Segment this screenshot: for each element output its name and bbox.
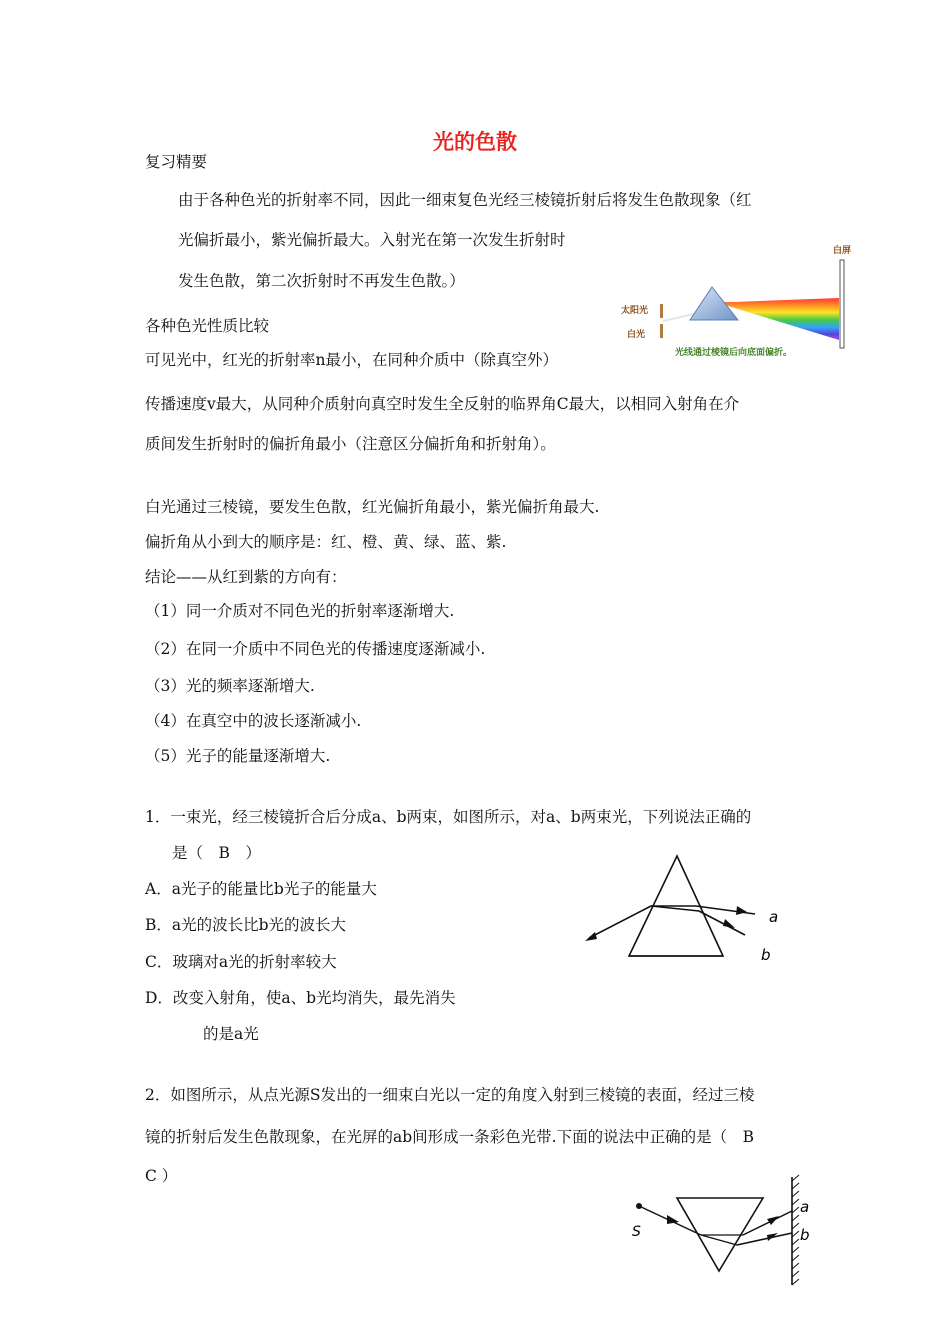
q2-prism-figure [627, 1175, 827, 1290]
para3-line3: 结论——从红到紫的方向有： [145, 568, 347, 586]
ray-to-b [737, 1233, 792, 1245]
page-title: 光的色散 [433, 130, 517, 154]
ray-b [699, 911, 745, 935]
q1-prism-figure [585, 852, 795, 967]
figure1-caption: 光线通过棱镜后向底面偏折。 [675, 348, 793, 358]
q1-option-a: A．a光子的能量比b光子的能量大 [145, 880, 377, 898]
slit-top [660, 304, 663, 318]
para2-line2: 传播速度v最大，从同种介质射向真空时发生全反射的临界角C最大，以相同入射角在介 [145, 395, 740, 413]
para1-line1: 由于各种色光的折射率不同，因此一细束复色光经三棱镜折射后将发生色散现象（红 [178, 191, 752, 209]
conclusion-item: （3）光的频率逐渐增大. [145, 677, 315, 695]
section-heading-review: 复习精要 [145, 153, 208, 171]
ray-to-a [743, 1211, 792, 1235]
para2-line3: 质间发生折射时的偏折角最小（注意区分偏折角和折射角）。 [145, 435, 556, 453]
q2-line3: C ） [145, 1167, 178, 1185]
section-heading-compare: 各种色光性质比较 [145, 317, 270, 335]
para3-line1: 白光通过三棱镜，要发生色散，红光偏折角最小，紫光偏折角最大. [145, 498, 600, 516]
ray-b-label: b [761, 946, 771, 964]
q1-option-d: D．改变入射角，使a、b光均消失，最先消失 [145, 989, 456, 1007]
q1-option-b: B．a光的波长比b光的波长大 [145, 916, 347, 934]
q1-stem-line1: 1．一束光，经三棱镜折合后分成a、b两束，如图所示，对a、b两束光，下列说法正确的 [145, 808, 752, 826]
sun-label: 太阳光 [621, 306, 649, 316]
slit-bottom [660, 324, 663, 338]
ray-a [696, 906, 755, 914]
para2-line1: 可见光中，红光的折射率n最小，在同种介质中（除真空外） [145, 351, 558, 369]
para1-line3: 发生色散，第二次折射时不再发生色散。） [178, 272, 465, 290]
white-screen [840, 260, 844, 348]
conclusion-item: （4）在真空中的波长逐渐减小. [145, 712, 362, 730]
q2-line2: 镜的折射后发生色散现象，在光屏的ab间形成一条彩色光带.下面的说法中正确的是（ B [145, 1128, 754, 1146]
conclusion-item: （1）同一介质对不同色光的折射率逐渐增大. [145, 602, 455, 620]
source-label: S [632, 1224, 641, 1240]
point-b-label: b [800, 1226, 810, 1244]
q1-option-d-cont: 的是a光 [203, 1025, 259, 1043]
inner-ray-b [651, 906, 699, 911]
ray-a-label: a [769, 908, 779, 926]
para1-line2: 光偏折最小，紫光偏折最大。入射光在第一次发生折射时 [178, 231, 566, 249]
white-light-label: 白光 [627, 330, 646, 340]
q1-option-c: C．玻璃对a光的折射率较大 [145, 953, 337, 971]
screen-hatching [792, 1175, 799, 1285]
conclusion-item: （5）光子的能量逐渐增大. [145, 747, 331, 765]
q2-line1: 2．如图所示，从点光源S发出的一细束白光以一定的角度入射到三棱镜的表面，经过三棱 [145, 1086, 755, 1104]
conclusion-item: （2）在同一介质中不同色光的传播速度逐渐减小. [145, 640, 486, 658]
incident-ray [589, 906, 651, 938]
point-a-label: a [800, 1198, 810, 1216]
screen-label: 白屏 [833, 246, 852, 256]
prism-dispersion-figure [620, 240, 850, 365]
q1-stem-line2: 是（ B ） [172, 844, 261, 862]
para3-line2: 偏折角从小到大的顺序是：红、橙、黄、绿、蓝、紫. [145, 533, 507, 551]
